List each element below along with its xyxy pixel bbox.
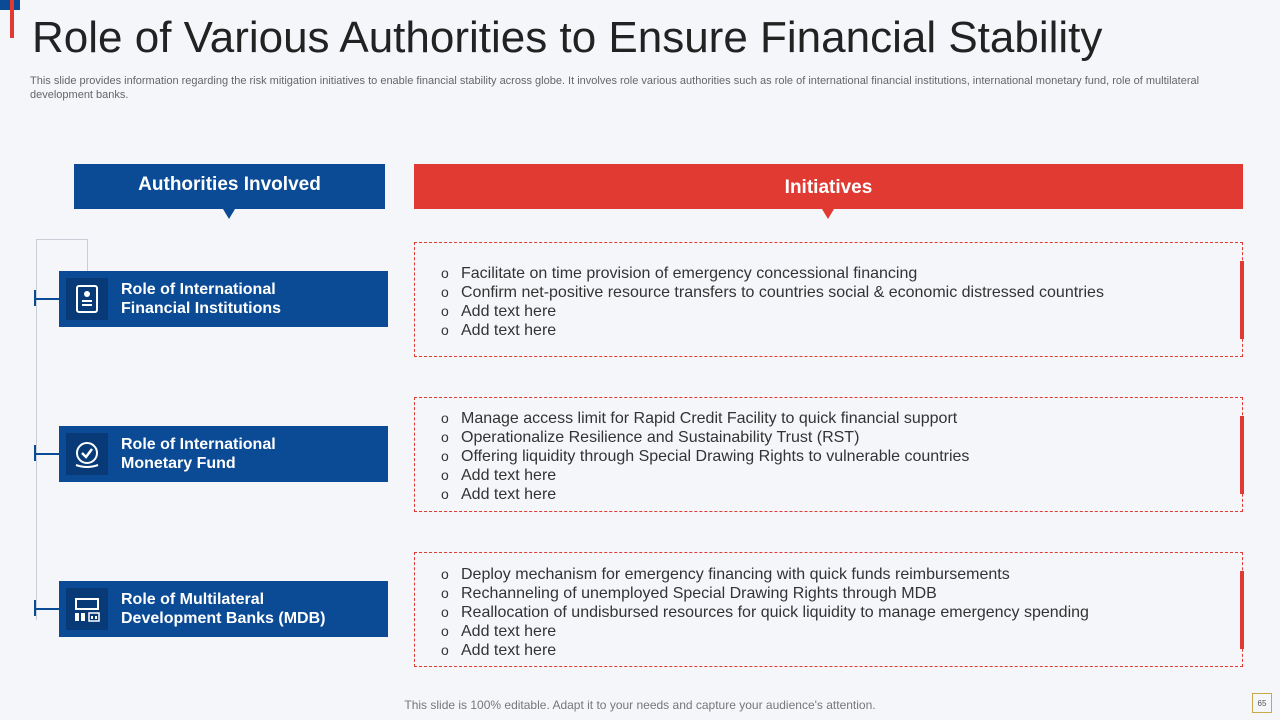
list-item: o Add text here — [441, 642, 557, 659]
list-item: o Add text here — [441, 467, 557, 484]
connector-tick — [36, 453, 60, 455]
document-icon — [66, 278, 108, 320]
corner-accent-red — [10, 0, 14, 38]
list-item: o Reallocation of undisbursed resources for quick liquidity to manage emergency spending — [441, 604, 1089, 621]
list-item: o Add text here — [441, 486, 557, 503]
connector-marker — [34, 600, 36, 616]
list-item: o Confirm net-positive resource transfers to countries social & economic distressed countries — [441, 284, 1104, 301]
list-item: o Add text here — [441, 303, 557, 320]
page-subtitle: This slide provides information regarding the risk mitigation initiatives to enable financial stability across globe. It involves role various authorities such as role of international financial institutions, international monetary fund, role of multilateral development banks. — [30, 75, 1200, 101]
bank-monitor-icon — [66, 588, 108, 630]
fund-check-icon — [66, 433, 108, 475]
page-number: 65 — [1252, 693, 1272, 713]
authorities-header-pointer — [223, 209, 235, 219]
authority-label: Role of International Monetary Fund — [121, 436, 276, 472]
authorities-header: Authorities Involved — [74, 164, 385, 209]
connector-line-drop — [87, 239, 88, 271]
authority-card-mdb — [59, 581, 388, 637]
initiatives-box-ifi — [414, 242, 1243, 357]
authority-label: Role of Multilateral Development Banks (MDB) — [121, 591, 326, 627]
list-item: o Manage access limit for Rapid Credit Facility to quick financial support — [441, 410, 958, 427]
initiatives-accent-bar — [1240, 571, 1244, 649]
list-item: o Add text here — [441, 322, 557, 339]
initiatives-accent-bar — [1240, 261, 1244, 339]
connector-tick — [36, 608, 60, 610]
connector-tick — [36, 298, 60, 300]
authority-card-ifi — [59, 271, 388, 327]
list-item: o Add text here — [441, 623, 557, 640]
authority-card-imf — [59, 426, 388, 482]
list-item: o Facilitate on time provision of emergency concessional financing — [441, 265, 918, 282]
initiatives-accent-bar — [1240, 416, 1244, 494]
list-item: o Deploy mechanism for emergency financing with quick funds reimbursements — [441, 566, 1010, 583]
connector-marker — [34, 290, 36, 306]
authority-label: Role of International Financial Institutions — [121, 281, 282, 317]
list-item: o Offering liquidity through Special Drawing Rights to vulnerable countries — [441, 448, 970, 465]
initiatives-box-imf — [414, 397, 1243, 512]
list-item: o Operationalize Resilience and Sustainability Trust (RST) — [441, 429, 860, 446]
initiatives-header: Initiatives — [414, 164, 1243, 209]
footer-note: This slide is 100% editable. Adapt it to your needs and capture your audience's attention. — [404, 698, 876, 712]
page-title: Role of Various Authorities to Ensure Financial Stability — [32, 13, 1103, 62]
initiatives-box-mdb — [414, 552, 1243, 667]
connector-line-top — [36, 239, 88, 240]
connector-marker — [34, 445, 36, 461]
list-item: o Rechanneling of unemployed Special Drawing Rights through MDB — [441, 585, 937, 602]
initiatives-header-pointer — [822, 209, 834, 219]
connector-line — [36, 239, 37, 620]
